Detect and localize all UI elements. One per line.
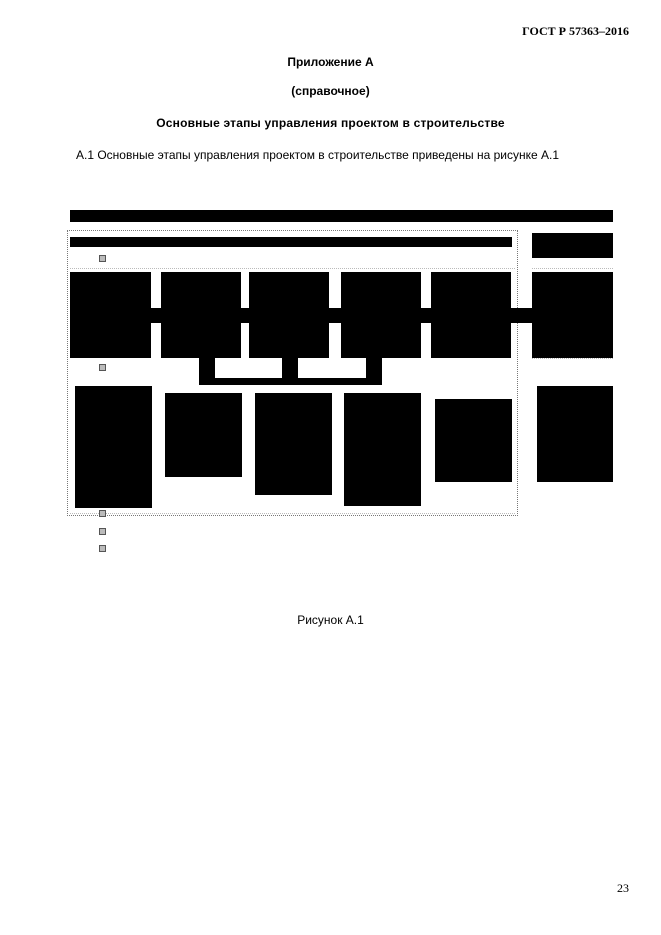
appendix-type: (справочное) <box>291 84 370 98</box>
standard-code: ГОСТ Р 57363–2016 <box>522 24 629 38</box>
appendix-heading: Основные этапы управления проектом в строительстве <box>156 116 505 130</box>
stage-connector <box>70 308 613 323</box>
figure-marker <box>99 255 106 262</box>
body-paragraph: А.1 Основные этапы управления проектом в строительстве приведены на рисунке А.1 <box>76 148 559 162</box>
figure-dotted-line <box>70 513 515 514</box>
figure-top-bar <box>70 210 613 222</box>
sub-stage-block <box>75 386 152 508</box>
figure-marker <box>99 364 106 371</box>
figure-dotted-line <box>532 358 613 359</box>
figure-marker <box>99 528 106 535</box>
page-number: 23 <box>617 881 629 895</box>
sub-stage-block <box>165 393 242 477</box>
figure-dotted-line <box>70 268 515 269</box>
sub-stage-block <box>537 386 613 482</box>
sub-stage-block <box>255 393 332 495</box>
figure-marker <box>99 545 106 552</box>
figure-dotted-line <box>532 268 613 269</box>
appendix-title: Приложение А <box>287 55 374 69</box>
figure-inner-header-bar <box>70 237 512 247</box>
figure-right-header-block <box>532 233 613 258</box>
sub-stage-block <box>435 399 512 482</box>
figure-caption: Рисунок А.1 <box>297 613 364 627</box>
bracket-connector <box>199 378 382 385</box>
sub-stage-block <box>344 393 421 506</box>
